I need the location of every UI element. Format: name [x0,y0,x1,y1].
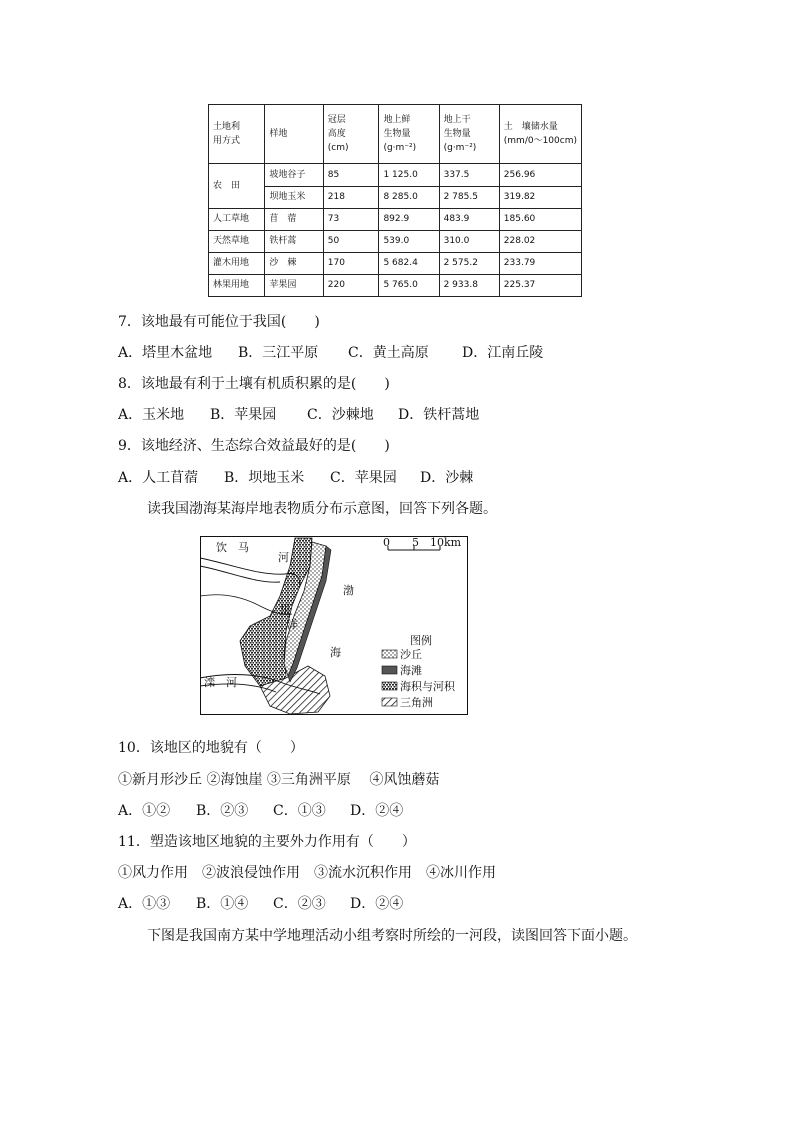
q10-option-d[interactable]: D．②④ [350,803,404,819]
q7-option-b[interactable]: B．三江平原 [238,345,319,361]
header-water [499,105,581,164]
header-fresh [379,105,439,164]
cell-height: 220 [323,274,379,296]
q9-option-c[interactable]: C．苹果园 [330,470,397,486]
scale-10km: 10km [430,536,462,549]
q11-option-b[interactable]: B．①④ [196,896,249,912]
header-dry [439,105,499,164]
table-row [209,252,582,274]
cell-use: 天然草地 [209,230,265,252]
legend-title: 图例 [410,634,432,647]
legend-swatch-dune [382,650,397,658]
cell-fresh: 5 682.4 [379,252,439,274]
next-intro: 下图是我国南方某中学地理活动小组考察时所绘的一河段，读图回答下面小题。 [147,928,637,944]
cell-fresh: 8 285.0 [379,186,439,208]
header-line: (g·m⁻²) [383,143,417,154]
q11-option-d[interactable]: D．②④ [350,896,404,912]
legend-dune: 沙丘 [400,648,422,661]
q8-option-d[interactable]: D．铁杆蒿地 [398,407,480,423]
label-yinma: 饮 马 [216,541,249,554]
cell-dry: 2 933.8 [439,274,499,296]
scale-5: 5 [412,536,419,549]
q8-option-c[interactable]: C．沙棘地 [307,407,374,423]
q9-option-a[interactable]: A．人工苜蓿 [118,470,199,486]
cell-plot: 苹果园 [265,274,323,296]
q8-option-a[interactable]: A．玉米地 [118,407,185,423]
q11-option-c[interactable]: C．②③ [273,896,326,912]
cell-water: 319.82 [499,186,581,208]
legend-delta: 三角洲 [400,696,433,709]
label-li: 里 [280,603,291,616]
cell-fresh: 892.9 [379,208,439,230]
cell-height: 85 [323,164,379,186]
map-intro: 读我国渤海某海岸地表物质分布示意图，回答下列各题。 [147,501,497,517]
table-row [209,230,582,252]
cell-water: 185.60 [499,208,581,230]
header-line: 用方式 [213,136,241,147]
q7-option-d[interactable]: D．江南丘陵 [462,345,544,361]
q9-stem: 9．该地经济、生态综合效益最好的是( ) [118,438,390,454]
cell-height: 73 [323,208,379,230]
label-hai: 海 [330,646,341,659]
q10-option-b[interactable]: B．②③ [196,803,249,819]
q7-option-a[interactable]: A．塔里木盆地 [118,345,213,361]
q9-option-d[interactable]: D．沙棘 [420,470,474,486]
q8-option-b[interactable]: B．苹果园 [210,407,277,423]
q10-stem: 10．该地区的地貌有（ ） [118,740,304,756]
q11-items: ①风力作用 ②波浪侵蚀作用 ③流水沉积作用 ④冰川作用 [118,865,496,881]
label-bo: 渤 [343,584,354,597]
cell-plot: 坡地谷子 [265,164,323,186]
q8-stem: 8．该地最有利于土壤有机质积累的是( ) [118,376,390,392]
header-height [323,105,379,164]
legend-swatch-beach [382,666,397,674]
coastal-map [200,536,468,715]
cell-use: 人工草地 [209,208,265,230]
land-use-table [208,104,582,297]
label-yang: 洋 [287,618,298,631]
q7-stem: 7．该地最有可能位于我国( ) [118,314,320,330]
header-line: 地上鲜 [383,114,411,125]
cell-height: 170 [323,252,379,274]
q10-option-c[interactable]: C．①③ [273,803,326,819]
header-line: 土 壤储水量 [503,121,558,132]
table-row [209,208,582,230]
cell-water: 225.37 [499,274,581,296]
cell-plot: 铁杆蒿 [265,230,323,252]
q10-option-a[interactable]: A．①② [118,803,171,819]
header-line: 生物量 [443,129,471,140]
cell-use: 灌木用地 [209,252,265,274]
legend-swatch-sediment [382,682,397,690]
legend-beach: 海滩 [400,664,422,677]
header-line: 冠层 [327,114,346,125]
q7-option-c[interactable]: C．黄土高原 [348,345,429,361]
cell-water: 228.02 [499,230,581,252]
header-line: 生物量 [383,129,411,140]
scale-0: 0 [383,536,390,549]
cell-plot: 坝地玉米 [265,186,323,208]
header-line: 高度 [327,129,346,140]
header-plot: 样地 [265,105,323,164]
table-row [209,274,582,296]
cell-dry: 337.5 [439,164,499,186]
header-line: (cm) [327,143,349,154]
label-luanhe: 滦 河 [204,676,237,689]
legend-swatch-delta [382,698,397,706]
cell-use: 林果用地 [209,274,265,296]
q11-stem: 11．塑造该地区地貌的主要外力作用有（ ） [118,834,416,850]
cell-dry: 483.9 [439,208,499,230]
cell-dry: 310.0 [439,230,499,252]
cell-plot: 苜 蓿 [265,208,323,230]
q11-option-a[interactable]: A．①③ [118,896,171,912]
cell-fresh: 5 765.0 [379,274,439,296]
table-header-row [209,105,582,164]
cell-water: 233.79 [499,252,581,274]
cell-dry: 2 575.2 [439,252,499,274]
cell-fresh: 539.0 [379,230,439,252]
cell-dry: 2 785.5 [439,186,499,208]
header-line: (g·m⁻²) [443,143,477,154]
header-line: (mm/0～100cm) [503,136,577,147]
header-line: 地上干 [443,114,471,125]
cell-plot: 沙 棘 [265,252,323,274]
cell-water: 256.96 [499,164,581,186]
q9-option-b[interactable]: B．坝地玉米 [224,470,305,486]
header-line: 土地利 [213,121,241,132]
table-row [209,186,582,208]
label-yinma-he: 河 [278,551,289,564]
q10-items: ①新月形沙丘 ②海蚀崖 ③三角洲平原 ④风蚀蘑菇 [118,772,440,788]
legend-sediment: 海积与河积 [400,680,455,693]
header-land-use [209,105,265,164]
table-row [209,164,582,186]
cell-height: 50 [323,230,379,252]
cell-height: 218 [323,186,379,208]
cell-fresh: 1 125.0 [379,164,439,186]
cell-use: 农 田 [209,164,265,208]
